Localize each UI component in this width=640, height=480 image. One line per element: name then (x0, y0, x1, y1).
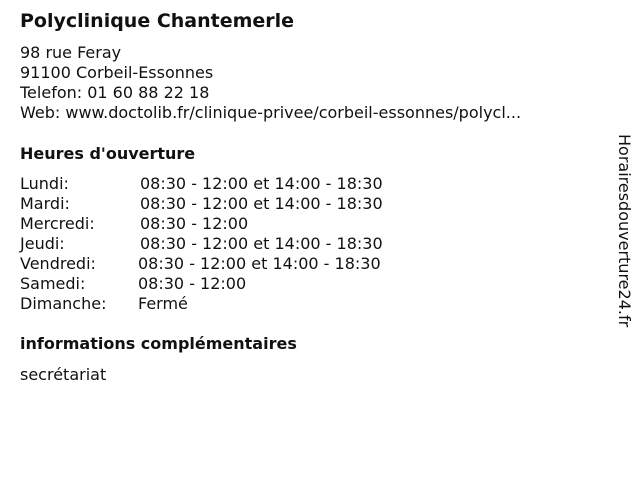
hours-row-friday (20, 254, 440, 274)
hours-row-saturday (20, 274, 440, 294)
day-label: Mercredi: (20, 214, 95, 233)
address-block (20, 43, 521, 123)
hours-value: 08:30 - 12:00 (140, 214, 249, 233)
hours-value: 08:30 - 12:00 et 14:00 - 18:30 (140, 174, 383, 193)
info-text: secrétariat (20, 365, 107, 384)
hours-value: 08:30 - 12:00 et 14:00 - 18:30 (140, 194, 383, 213)
hours-value: 08:30 - 12:00 et 14:00 - 18:30 (138, 254, 381, 273)
day-label: Vendredi: (20, 254, 96, 273)
hours-row-monday (20, 174, 440, 194)
day-label: Jeudi: (20, 234, 65, 253)
hours-value: 08:30 - 12:00 et 14:00 - 18:30 (140, 234, 383, 253)
hours-list (20, 174, 440, 314)
page-title: Polyclinique Chantemerle (20, 10, 295, 32)
city-text: 91100 Corbeil-Essonnes (20, 63, 214, 82)
hours-row-sunday (20, 294, 440, 314)
day-label: Mardi: (20, 194, 70, 213)
hours-row-thursday (20, 234, 440, 254)
day-label: Lundi: (20, 174, 69, 193)
site-brand-watermark: Horairesdouverture24.fr (615, 134, 634, 328)
day-label: Dimanche: (20, 294, 107, 313)
phone-text: Telefon: 01 60 88 22 18 (20, 83, 210, 102)
hours-value: 08:30 - 12:00 (138, 274, 247, 293)
info-heading: informations complémentaires (20, 334, 297, 353)
website-link[interactable]: Web: www.doctolib.fr/clinique-privee/corbeil-essonnes/polycl... (20, 103, 522, 122)
hours-row-wednesday (20, 214, 440, 234)
day-label: Samedi: (20, 274, 86, 293)
hours-heading: Heures d'ouverture (20, 144, 196, 163)
hours-value: Fermé (138, 294, 188, 313)
hours-row-tuesday (20, 194, 440, 214)
street-text: 98 rue Feray (20, 43, 122, 62)
